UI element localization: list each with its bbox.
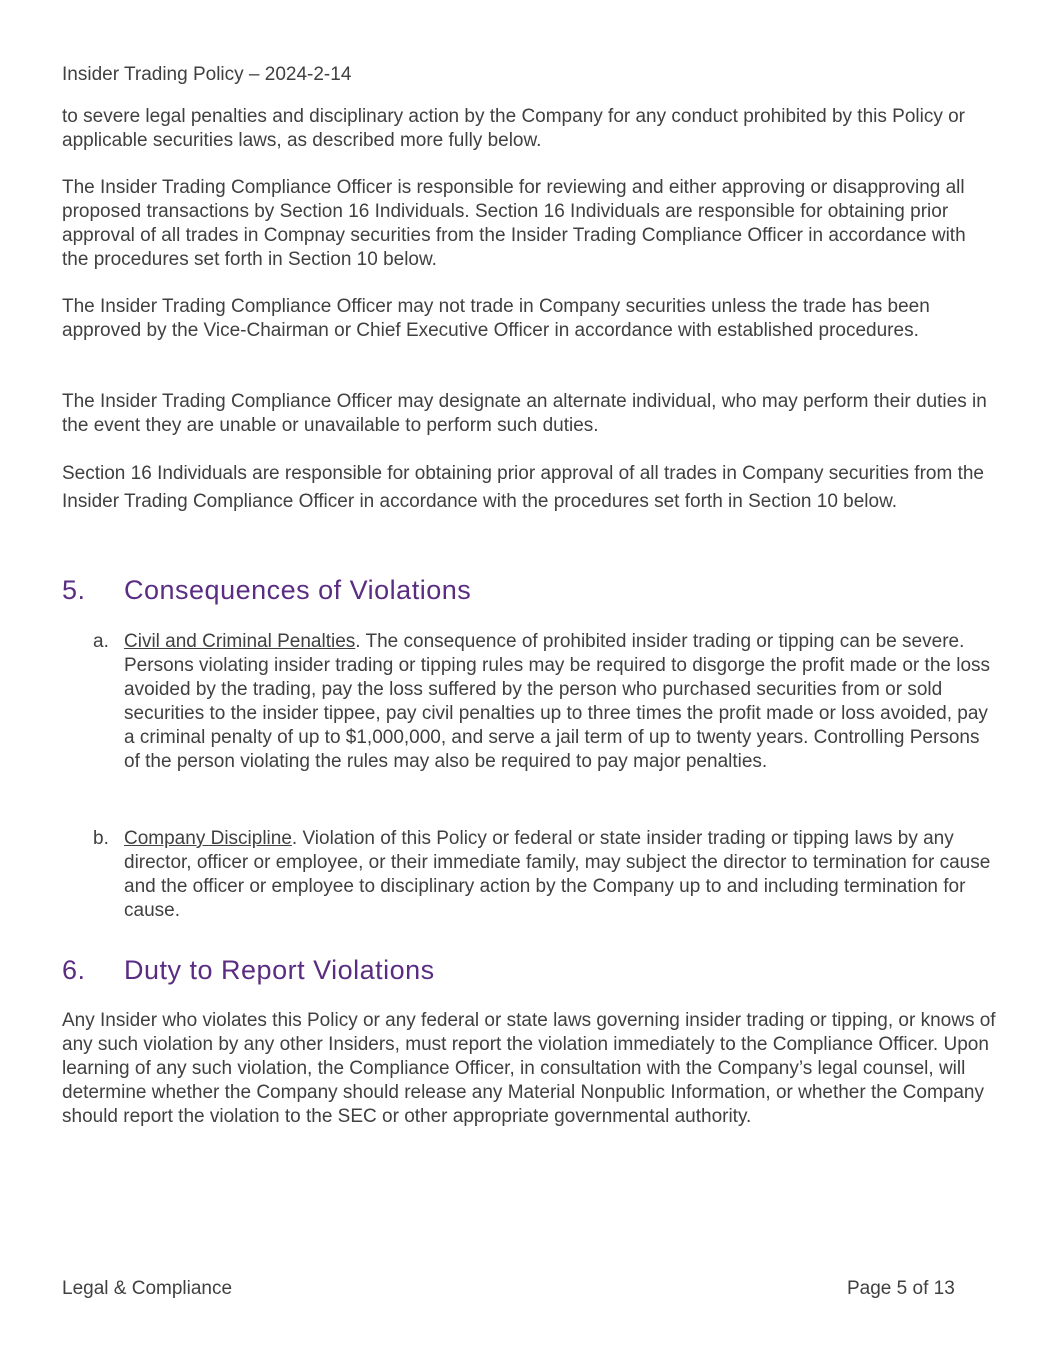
section-title: Duty to Report Violations xyxy=(124,955,435,985)
footer-department: Legal & Compliance xyxy=(62,1278,233,1299)
list-item-text: . Violation of this Policy or federal or state insider trading or tipping laws by any director, officer or employee, or their immediate family, may subject the director to termination for cause and the officer or employee to disciplinary action by the Company up to and including termination for cause. xyxy=(124,828,991,921)
section-5-heading xyxy=(62,574,471,606)
list-item-title: Civil and Criminal Penalties xyxy=(124,631,356,652)
list-marker: a. xyxy=(93,631,109,652)
paragraph-section16-approval: Section 16 Individuals are responsible for obtaining prior approval of all trades in Company securities from the Insider Trading Compliance Officer in accordance with the procedures set forth in Section 10 below. xyxy=(62,463,984,512)
section-6-heading xyxy=(62,954,435,986)
paragraph-compliance-officer-trading: The Insider Trading Compliance Officer may not trade in Company securities unless the trade has been approved by the Vice-Chairman or Chief Executive Officer in accordance with established procedures. xyxy=(62,296,930,341)
paragraph-continuation: to severe legal penalties and disciplinary action by the Company for any conduct prohibited by this Policy or applicable securities laws, as described more fully below. xyxy=(62,106,966,151)
page-header: Insider Trading Policy – 2024-2-14 xyxy=(62,64,352,85)
paragraph-compliance-officer-responsibility: The Insider Trading Compliance Officer is responsible for reviewing and either approving or disapproving all proposed transactions by Section 16 Individuals. Section 16 Individuals are responsible for obtaining prior approval of all trades in Compnay securities from the Insider Trading Compliance Officer in accordance with the procedures set forth in Section 10 below. xyxy=(62,177,966,270)
footer-page-number: Page 5 of 13 xyxy=(847,1278,955,1299)
list-item-title: Company Discipline xyxy=(124,828,292,849)
paragraph-alternate-designation: The Insider Trading Compliance Officer may designate an alternate individual, who may perform their duties in the event they are unable or unavailable to perform such duties. xyxy=(62,391,987,436)
list-item xyxy=(93,630,998,774)
list-item-text: . The consequence of prohibited insider trading or tipping can be severe. Persons violating insider trading or tipping rules may be required to disgorge the profit made or the loss avoided by the trading, pay the loss suffered by the person who purchased securities from or sold securities to the insider tippee, pay civil penalties up to three times the profit made or loss avoided, pay a criminal penalty of up to $1,000,000, and serve a jail term of up to twenty years. Controlling Persons of the person violating the rules may also be required to pay major penalties. xyxy=(124,631,991,772)
list-item-content xyxy=(124,827,998,923)
paragraph-duty-to-report: Any Insider who violates this Policy or any federal or state laws governing insider trading or tipping, or knows of any such violation by any other Insiders, must report the violation immediately to the Compliance Officer. Upon learning of any such violation, the Compliance Officer, in consultation with the Company’s legal counsel, will determine whether the Company should release any Material Nonpublic Information, or whether the Company should report the violation to the SEC or other appropriate governmental authority. xyxy=(62,1010,996,1127)
section-number: 5. xyxy=(62,575,86,605)
list-item-content xyxy=(124,630,998,774)
list-marker: b. xyxy=(93,828,109,849)
section-number: 6. xyxy=(62,955,86,985)
list-item xyxy=(93,827,998,923)
section-title: Consequences of Violations xyxy=(124,575,472,605)
